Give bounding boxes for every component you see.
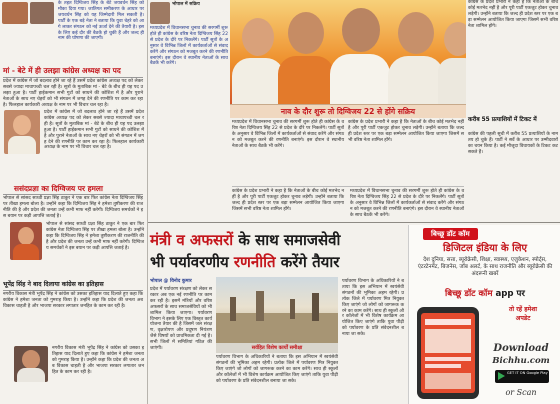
- main-body-center: पर्यावरण विभाग के अधिकारियों ने बताया कि इस अभियान में स्वयंसेवी संगठनों की भूमिका अहम रहेगी। प्रत्येक जिले में पर्यावरण मित्र नियुक्त किए जाएंगे जो लोगों को जागरूक करने का काम करेंगे। साथ ही स्कूलों और कॉलेजों में भी विशेष कार्यक्रम आयोजित किए जाएंगे ताकि युवा पीढ़ी को पर्यावरण के प्रति संवेदनशील बनाया जा सके।: [216, 355, 338, 384]
- main-headline-dark-2: भी पर्यावरणीय: [150, 253, 234, 271]
- ad-phone-screen: [421, 313, 475, 393]
- google-play-badge[interactable]: [495, 370, 549, 383]
- left-top-snippet: के तहत दिग्विजय सिंह के बेटे जयवर्धन सिंह को मौका दिया गया। जातिगत समीकरण के आधार पर जयवर्धन सिंह को यह जिम्मेदारी मिल सकती है। पार्टी के एक बड़े नेता ने बताया कि युवा चेहरे को आगे लाकर संगठन को नई ऊर्जा देने की तैयारी है। इसके लिए कई दौर की बैठकें हो चुकी हैं और जल्द ही नाम की घोषणा की जाएगी।: [58, 1, 144, 42]
- main-byline: भोपाल @ विनोद कुमार: [150, 279, 192, 284]
- quote-text-a: कांग्रेस के प्रदेश प्रभारी ने कहा है कि नेताओं के बीच कोई मतभेद नहीं है और पूरी पार्टी एकजुट होकर चुनाव लड़ेगी। उन्होंने बताया कि जल्द ही प्रदेश स्तर पर एक बड़ा सम्मेलन आयोजित किया जाएगा जिसमें सभी वरिष्ठ नेता शामिल होंगे।: [232, 189, 344, 212]
- leader-1: [232, 14, 282, 104]
- main-headline-red-2: रणनीति: [233, 253, 276, 271]
- top-story-caption-band: [230, 104, 466, 118]
- leaders-collage: [230, 0, 466, 104]
- left-column: [0, 0, 147, 404]
- top-story: [148, 0, 560, 222]
- top-story-column-a: मध्यप्रदेश में विधानसभा चुनाव की सरगर्मी शुरू होते ही कांग्रेस के वरिष्ठ नेता दिग्विजय सिंह 22 से प्रदेश के दौरे पर निकलेंगे। पार्टी सूत्रों के अनुसार वे विभिन्न जिलों में कार्यकर्ताओं से संवाद करेंगे और संगठन को मजबूत करने की रणनीति बनाएंगे। इस दौरान वे स्थानीय नेताओं के साथ बैठकें भी करेंगे।: [150, 26, 228, 67]
- bhupendra-photo: [14, 346, 48, 382]
- ad-update-1: तो रहें हमेशा: [508, 306, 538, 313]
- photo-inset: [150, 2, 170, 24]
- top-story-photo-caption: भोपाल में सक्रिय: [172, 2, 200, 7]
- leader-5: [438, 18, 466, 104]
- google-play-icon: [498, 372, 505, 380]
- ad-scan-label: or Scan: [505, 388, 537, 397]
- leader-photo-top: [2, 2, 28, 24]
- google-play-text: GET IT ON Google Play: [507, 371, 548, 375]
- ad-badge: [423, 228, 478, 240]
- main-headline-dark-3: करेंगे तैयार: [275, 253, 340, 271]
- main-photo: [216, 277, 338, 343]
- leader-2: [278, 6, 334, 104]
- main-headline-line-2: [150, 251, 406, 273]
- left-body-2b: भोपाल से सांसद साध्वी प्रज्ञा सिंह ठाकुर ने एक बार फिर कांग्रेस नेता दिग्विजय सिंह पर तीखा हमला बोला है। उन्होंने कहा कि दिग्विजय सिंह ने हमेशा तुष्टीकरण की राजनीति की है और प्रदेश की जनता उन्हें कभी माफ नहीं करेगी। दिग्विजय समर्थकों ने इस बयान पर कड़ी आपत्ति जताई है।: [46, 222, 144, 251]
- top-story-column-right: कांग्रेस के प्रदेश प्रभारी ने कहा है कि नेताओं के बीच कोई मतभेद नहीं है और पूरी पार्टी एकजुट होकर चुनाव लड़ेगी। उन्होंने बताया कि जल्द ही प्रदेश स्तर पर एक बड़ा सम्मेलन आयोजित किया जाएगा जिसमें सभी वरिष्ठ नेता शामिल होंगे।: [468, 0, 558, 29]
- top-story-body-left: मध्यप्रदेश में विधानसभा चुनाव की सरगर्मी शुरू होते ही कांग्रेस के वरिष्ठ नेता दिग्विजय सिंह 22 से प्रदेश के दौरे पर निकलेंगे। पार्टी सूत्रों के अनुसार वे विभिन्न जिलों में कार्यकर्ताओं से संवाद करेंगे और संगठन को मजबूत करने की रणनीति बनाएंगे। इस दौरान वे स्थानीय नेताओं के साथ बैठकें भी करेंगे।: [232, 120, 344, 149]
- ad-app-line: [413, 289, 557, 300]
- quote-box: [232, 186, 464, 219]
- left-headline-2: ससंदप्रज्ञा का दिग्विजय पर हमला: [14, 184, 103, 193]
- left-rule-2: [3, 194, 143, 195]
- left-body-2: भोपाल से सांसद साध्वी प्रज्ञा सिंह ठाकुर ने एक बार फिर कांग्रेस नेता दिग्विजय सिंह पर तीखा हमला बोला है। उन्होंने कहा कि दिग्विजय सिंह ने हमेशा तुष्टीकरण की राजनीति की है और प्रदेश की जनता उन्हें कभी माफ नहीं करेगी। दिग्विजय समर्थकों ने इस बयान पर कड़ी आपत्ति जताई है।: [3, 196, 143, 219]
- main-photo-caption: सर्वहित विशेष कार्यों समीक्षा: [251, 345, 303, 351]
- top-story-body-right: कांग्रेस के प्रदेश प्रभारी ने कहा है कि नेताओं के बीच कोई मतभेद नहीं है और पूरी पार्टी एकजुट होकर चुनाव लड़ेगी। उन्होंने बताया कि जल्द ही प्रदेश स्तर पर एक बड़ा सम्मेलन आयोजित किया जाएगा जिसमें सभी वरिष्ठ नेता शामिल होंगे।: [348, 120, 464, 143]
- left-rule-3: [3, 290, 143, 291]
- ad-app-suffix: app पर: [492, 289, 525, 299]
- left-headline-3: भूपेंद्र सिंह ने बाद दिलाया कांग्रेस का इतिहास: [3, 281, 104, 288]
- ad-update-2: अपडेट: [515, 315, 531, 322]
- ad-body: देश दुनिया, सत्ता, ब्यूरोक्रेसी, शिक्षा, स्वास्थ्य, एजुकेशन, स्पोर्ट्स, एंटरटेनमेंट, बिजनेस, जॉब अलर्ट, के साथ राजनीति और ब्यूरोक्रेसी की अंदरूनी खबरें: [417, 257, 553, 277]
- left-body-3b: नगरीय विकास मंत्री भूपेंद्र सिंह ने कांग्रेस को उसका इतिहास याद दिलाते हुए कहा कि कांग्रेस ने हमेशा जनता को गुमराह किया है। उन्होंने कहा कि प्रदेश की जनता अब विकास चाहती है और भाजपा सरकार लगातार जनहित के काम कर रही है।: [52, 346, 144, 375]
- left-body-3: नगरीय विकास मंत्री भूपेंद्र सिंह ने कांग्रेस को उसका इतिहास याद दिलाते हुए कहा कि कांग्रेस ने हमेशा जनता को गुमराह किया है। उन्होंने कहा कि प्रदेश की जनता अब विकास चाहती है और भाजपा सरकार लगातार जनहित के काम कर रही है।: [3, 292, 143, 309]
- leader-3: [330, 2, 390, 104]
- left-rule-1: [3, 77, 143, 78]
- main-headline: [150, 229, 406, 273]
- main-headline-red-1: मंत्री व अफसरों: [150, 231, 234, 249]
- left-body-1: प्रदेश में कांग्रेस में जो बदलाव होने जा रहे हैं उसमें प्रदेश कांग्रेस अध्यक्ष पद को लेकर सबसे ज्यादा माथापच्ची चल रही है। सूत्रों के मुताबिक मां - बेटे के बीच ही यह पद उलझा हुआ है। पार्टी हाईकमान सभी गुटों को साधने की कोशिश में है और पुराने नेताओं के साथ नए चेहरों को भी संगठन में जगह देने की रणनीति पर काम कर रहा है। फिलहाल कार्यकारी अध्यक्ष के नाम पर भी विचार चल रहा है।: [3, 79, 143, 108]
- left-headline-1: मां - बेटे में ही उलझा कांग्रेस अध्यक्ष का पद: [3, 66, 121, 75]
- left-body-1b: प्रदेश में कांग्रेस में जो बदलाव होने जा रहे हैं उसमें प्रदेश कांग्रेस अध्यक्ष पद को लेकर सबसे ज्यादा माथापच्ची चल रही है। सूत्रों के मुताबिक मां - बेटे के बीच ही यह पद उलझा हुआ है। पार्टी हाईकमान सभी गुटों को साधने की कोशिश में है और पुराने नेताओं के साथ नए चेहरों को भी संगठन में जगह देने की रणनीति पर काम कर रहा है। फिलहाल कार्यकारी अध्यक्ष के नाम पर भी विचार चल रहा है।: [44, 110, 144, 151]
- main-body-right: पर्यावरण विभाग के अधिकारियों ने बताया कि इस अभियान में स्वयंसेवी संगठनों की भूमिका अहम रहेगी। प्रत्येक जिले में पर्यावरण मित्र नियुक्त किए जाएंगे जो लोगों को जागरूक करने का काम करेंगे। साथ ही स्कूलों और कॉलेजों में भी विशेष कार्यक्रम आयोजित किए जाएंगे ताकि युवा पीढ़ी को पर्यावरण के प्रति संवेदनशील बनाया जा सके।: [342, 279, 404, 338]
- leader-photo-mid: [4, 110, 40, 154]
- top-story-sub-headline: करीब 55 प्रत्याशियों में टिकट में: [468, 117, 537, 123]
- top-story-caption: नाव के दौर शुरू तो दिग्विजय 22 से होंगे सक्रिय: [280, 107, 416, 116]
- ad-badge-text: बिच्छू डॉट कॉम: [431, 230, 470, 238]
- ad-title: डिजिटल इंडिया के लिए: [442, 243, 528, 254]
- main-headline-dark-1: के साथ समाजसेवी: [233, 231, 341, 249]
- leader-4: [386, 8, 444, 104]
- main-story: [148, 223, 406, 404]
- advertisement[interactable]: [408, 225, 560, 404]
- ad-domain[interactable]: Bichhu.com: [492, 356, 550, 366]
- leader-photo-top-2: [30, 2, 54, 24]
- top-story-sub-body: कांग्रेस की पहली सूची में करीब 55 प्रत्याशियों के नाम तय हो चुके हैं। पार्टी ने सर्वे के आधार पर उम्मीदवारों का चयन किया है। कई मौजूदा विधायकों के टिकट कट सकते हैं।: [468, 132, 558, 155]
- ad-app-name: बिच्छू डॉट कॉम: [445, 289, 493, 299]
- main-headline-line-1: [150, 229, 406, 251]
- main-body-left: प्रदेश में पर्यावरण संरक्षण को लेकर सरकार अब एक नई रणनीति पर काम कर रही है। इसमें मंत्रियों और वरिष्ठ अफसरों के साथ समाजसेवियों को भी शामिल किया जाएगा। पर्यावरण विभाग ने इसके लिए एक विस्तृत कार्ययोजना तैयार की है जिसमें जल संरक्षण, वृक्षारोपण और प्रदूषण नियंत्रण जैसे विषयों को प्राथमिकता दी गई है। सभी जिलों में समितियां गठित की जाएंगी।: [150, 287, 213, 352]
- ad-download-label: Download: [493, 343, 549, 354]
- main-photo-caption-band: [216, 343, 338, 353]
- pragya-photo: [10, 222, 42, 260]
- quote-text-b: मध्यप्रदेश में विधानसभा चुनाव की सरगर्मी शुरू होते ही कांग्रेस के वरिष्ठ नेता दिग्विजय सिंह 22 से प्रदेश के दौरे पर निकलेंगे। पार्टी सूत्रों के अनुसार वे विभिन्न जिलों में कार्यकर्ताओं से संवाद करेंगे और संगठन को मजबूत करने की रणनीति बनाएंगे। इस दौरान वे स्थानीय नेताओं के साथ बैठकें भी करेंगे।: [350, 189, 464, 218]
- ad-phone: [417, 307, 479, 399]
